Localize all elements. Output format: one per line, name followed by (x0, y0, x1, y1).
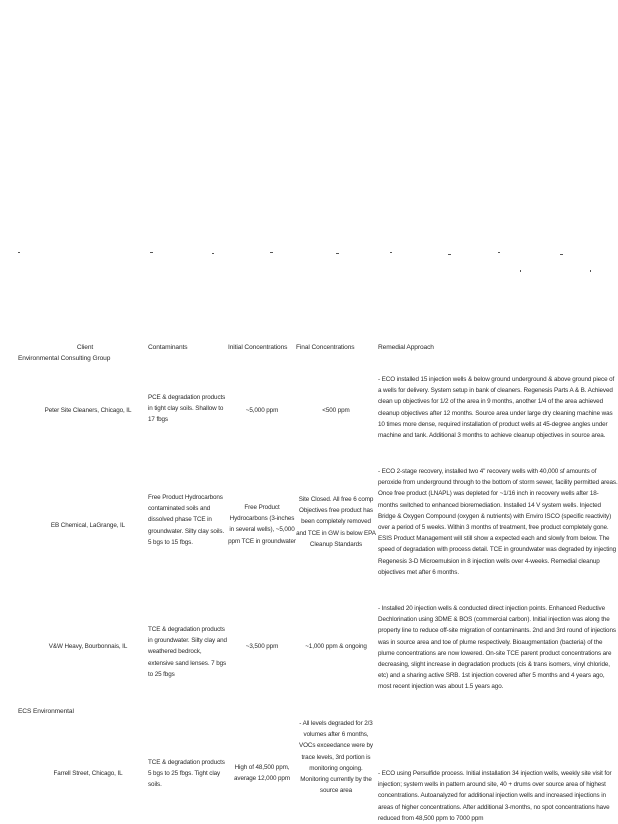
header-client: Client (76, 344, 94, 351)
row-final: - All levels degraded for 2/3 volumes after 6 months, VOCs exceedance were by trace levels, 3rd portion is monitoring ongoing. Monitoring currently by the source area (298, 720, 373, 795)
row-client: Peter Site Cleaners, Chicago, IL (44, 407, 132, 414)
row-approach: - ECO installed 15 injection wells & below ground underground & above ground piece of a wells for delivery. System setup in bank of cleaners. Regenesis Parts A & B. Achieved clean up objectives for 1/2 of the area in 9 months, another 1/4 of the area achieved cleanup objectives after 12 months. Source area under large dry cleaning machine was 10 times more dense, required installation of product wells at 45-degree angles under machine and tank. Additional 3 months to achieve cleanup objectives in source area. (378, 376, 615, 440)
header-initial-concentrations: Initial Concentrations (228, 344, 288, 351)
row-initial: Free Product Hydrocarbons (3-inches in several wells), ~5,000 ppm TCE in groundwater (228, 504, 296, 545)
row-initial: ~5,000 ppm (245, 407, 279, 414)
row-initial: ~3,500 ppm (245, 643, 279, 650)
row-client: Farrell Street, Chicago, IL (53, 770, 123, 777)
header-contaminants: Contaminants (148, 344, 188, 351)
row-approach: - ECO 2-stage recovery, installed two 4" recovery wells with 40,000 sf amounts of peroxide from underground through to the bottom of storm sewer, facility permitted areas. Once free product (LNAPL) was depleted for ~1/16 inch in recovery wells after 18-months switched to enhanced bioremediation. Installed 14 V system wells. Injected Bridge & Oxygen Compound (oxygen & nutrients) with Enviro ISCO (specific reactivity) over a period of 5 weeks. Within 3 months of treatment, free product completely gone. ESIS Product Management will still show a expected each and slowly from below. The speed of degradation with process detail. TCE in groundwater was degraded by injecting Regenesis 3-D Microemulsion in 8 injection wells over 4-weeks. Remedial cleanup objectives met after 6 months. (378, 468, 618, 576)
row-client: V&W Heavy, Bourbonnais, IL (48, 643, 128, 650)
row-contaminants: TCE & degradation products in groundwater. Silty clay and weathered bedrock, extensive sand lenses. 7 bgs to 25 fbgs (148, 626, 227, 678)
row-approach: - ECO using Persulfide process. Initial installation 34 injection wells, weekly site visit for injection; system wells in pattern around site, 40 + drums over source area of highest concentrations. Autoanalyzed for additional injection wells and increased injections in areas of higher concentrations. After additional 3-months, no spot concentrations have reduced from 48,500 ppm to 7000 ppm (378, 770, 612, 822)
group-title: Environmental Consulting Group (18, 355, 111, 362)
row-approach: - Installed 20 injection wells & conducted direct injection points. Enhanced Reductive Dechlorination using 3DME & BOS (commercial carbon). Initial injection was along the property line to reduce off-site migration of contaminants. 2nd and 3rd round of injections was in source area and toe of plume respectively. Bioaugmentation (bacteria) of the plume concentrations are now lowered. On-site TCE parent product concentrations are decreasing, slight increase in degradation products (cis & trans isomers, vinyl chloride, etc) and a sharing active SRB. 1st injection covered after 5 months and 4 years ago, most recent injection was about 1.5 years ago. (378, 605, 616, 691)
row-contaminants: TCE & degradation products 5 bgs to 25 fbgs. Tight clay soils. (148, 759, 225, 789)
row-contaminants: Free Product Hydrocarbons contaminated soils and dissolved phase TCE in groundwater. Silty clay soils. 5 bgs to 15 fbgs. (148, 494, 225, 546)
row-initial: High of 48,500 ppm, average 12,000 ppm (234, 764, 290, 783)
header-remedial-approach: Remedial Approach (378, 344, 434, 351)
row-client: EB Chemical, LaGrange, IL (50, 522, 126, 529)
scan-noise (0, 240, 618, 280)
row-final: Site Closed. All free 6 comp Objectives free product has been completely removed and TCE in GW is below EPA Cleanup Standards (296, 496, 376, 548)
header-final-concentrations: Final Concentrations (296, 344, 355, 351)
row-final: <500 ppm (322, 407, 350, 414)
group-title: ECS Environmental (18, 708, 74, 715)
row-contaminants: PCE & degradation products in tight clay soils. Shallow to 17 fbgs (148, 394, 226, 424)
row-final: ~1,000 ppm & ongoing (305, 643, 367, 650)
